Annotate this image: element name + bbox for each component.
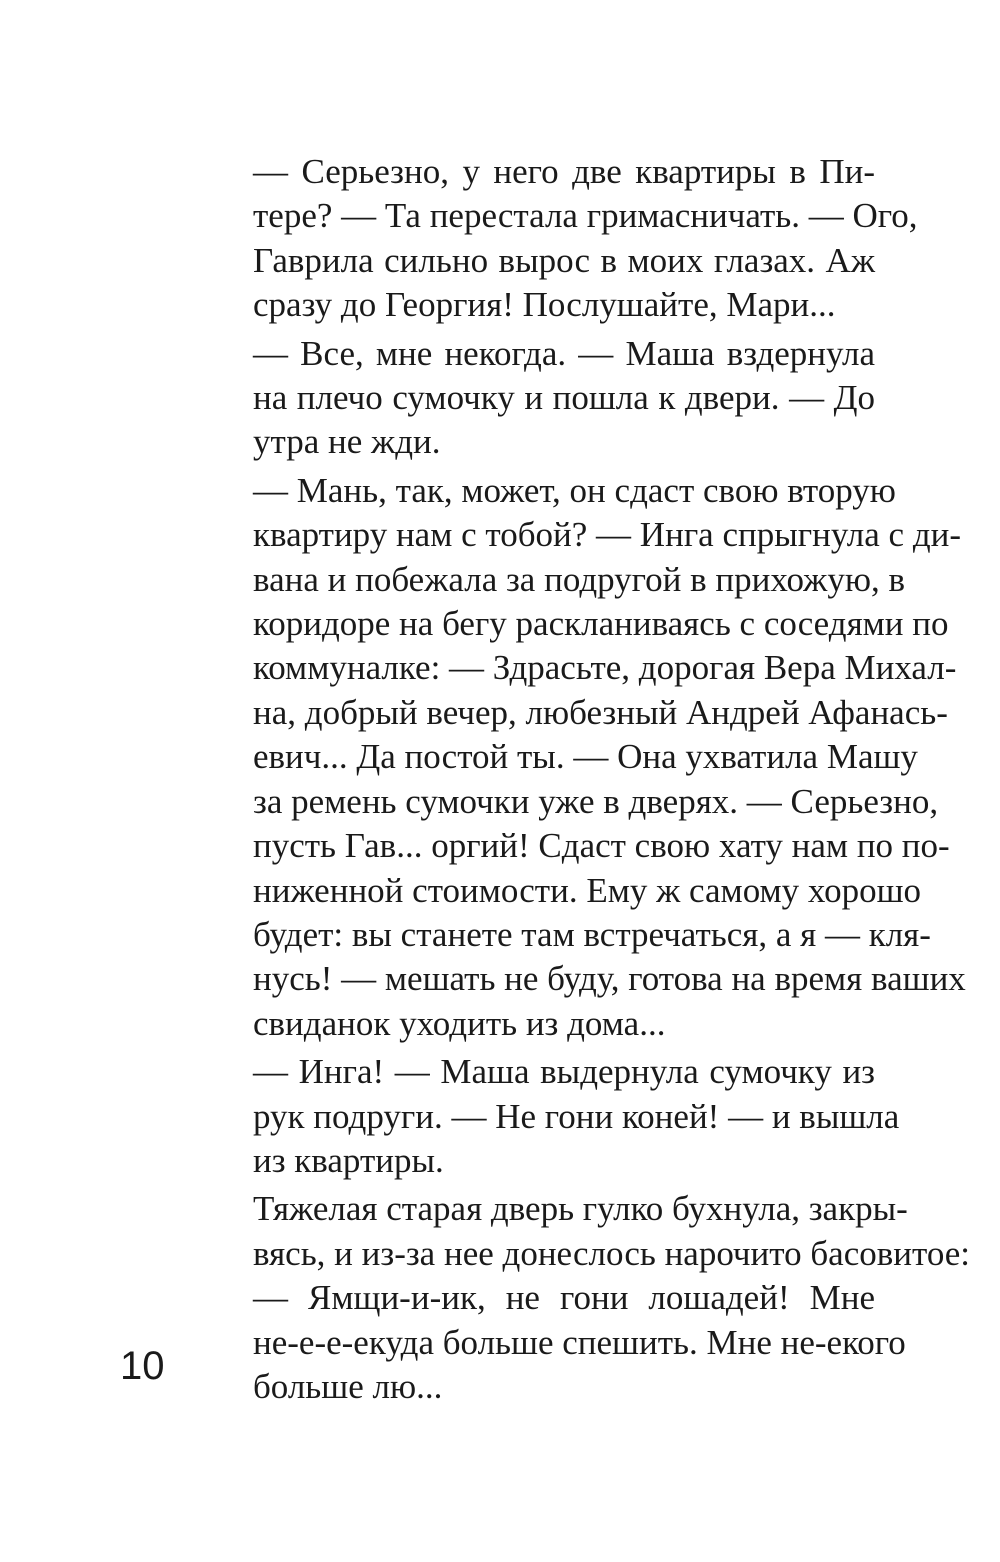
text-line: утра не жди. <box>253 422 441 462</box>
text-line: вясь, и из-за нее донеслось нарочито басовитое: <box>253 1233 971 1273</box>
text-line: — Мань, так, может, он сдаст свою вторую <box>253 470 896 510</box>
text-line: тере? — Та перестала гримасничать. — Ого, <box>253 196 918 236</box>
text-line: из квартиры. <box>253 1140 444 1180</box>
text-line: пусть Гав... оргий! Сдаст свою хату нам по по- <box>253 826 950 866</box>
text-line: — Инга! — Маша выдернула сумочку из <box>253 1052 875 1092</box>
text-line: на, добрый вечер, любезный Андрей Афанась- <box>253 692 948 732</box>
page-number: 10 <box>120 1344 165 1388</box>
text-line: коммуналке: — Здрасьте, дорогая Вера Михал- <box>253 648 957 688</box>
text-line: Гаврила сильно вырос в моих глазах. Аж <box>253 240 875 280</box>
text-line: сразу до Георгия! Послушайте, Мари... <box>253 285 836 325</box>
text-line: свиданок уходить из дома... <box>253 1003 666 1043</box>
text-line: ниженной стоимости. Ему ж самому хорошо <box>253 870 922 910</box>
paragraph-3 <box>215 469 966 1046</box>
body-text <box>215 150 971 1409</box>
text-line: — Ямщи-и-ик, не гони лошадей! Мне <box>253 1278 875 1318</box>
text-line: Тяжелая старая дверь гулко бухнула, закры- <box>253 1189 908 1229</box>
text-line: будет: вы станете там встречаться, а я — кля- <box>253 914 931 954</box>
text-line: нусь! — мешать не буду, готова на время ваших <box>253 959 966 999</box>
text-line: — Все, мне некогда. — Маша вздернула <box>253 333 875 373</box>
paragraph-4 <box>215 1050 900 1183</box>
paragraph-6 <box>215 1276 906 1409</box>
text-line: не-е-е-екуда больше спешить. Мне не-екого <box>253 1322 906 1362</box>
text-line: коридоре на бегу раскланиваясь с соседями по <box>253 604 949 644</box>
text-line: евич... Да постой ты. — Она ухватила Машу <box>253 737 918 777</box>
text-line: — Серьезно, у него две квартиры в Пи- <box>253 152 875 191</box>
paragraph-5 <box>215 1187 971 1276</box>
text-line: за ремень сумочки уже в дверях. — Серьезно, <box>253 781 939 821</box>
text-line: больше лю... <box>253 1366 443 1406</box>
text-line: квартиру нам с тобой? — Инга спрыгнула с ди- <box>253 515 962 555</box>
text-line: рук подруги. — Не гони коней! — и вышла <box>253 1096 900 1136</box>
paragraph-1 <box>215 150 918 328</box>
text-line: на плечо сумочку и пошла к двери. — До <box>253 378 875 418</box>
text-line: вана и побежала за подругой в прихожую, в <box>253 559 906 599</box>
paragraph-2 <box>215 332 875 465</box>
